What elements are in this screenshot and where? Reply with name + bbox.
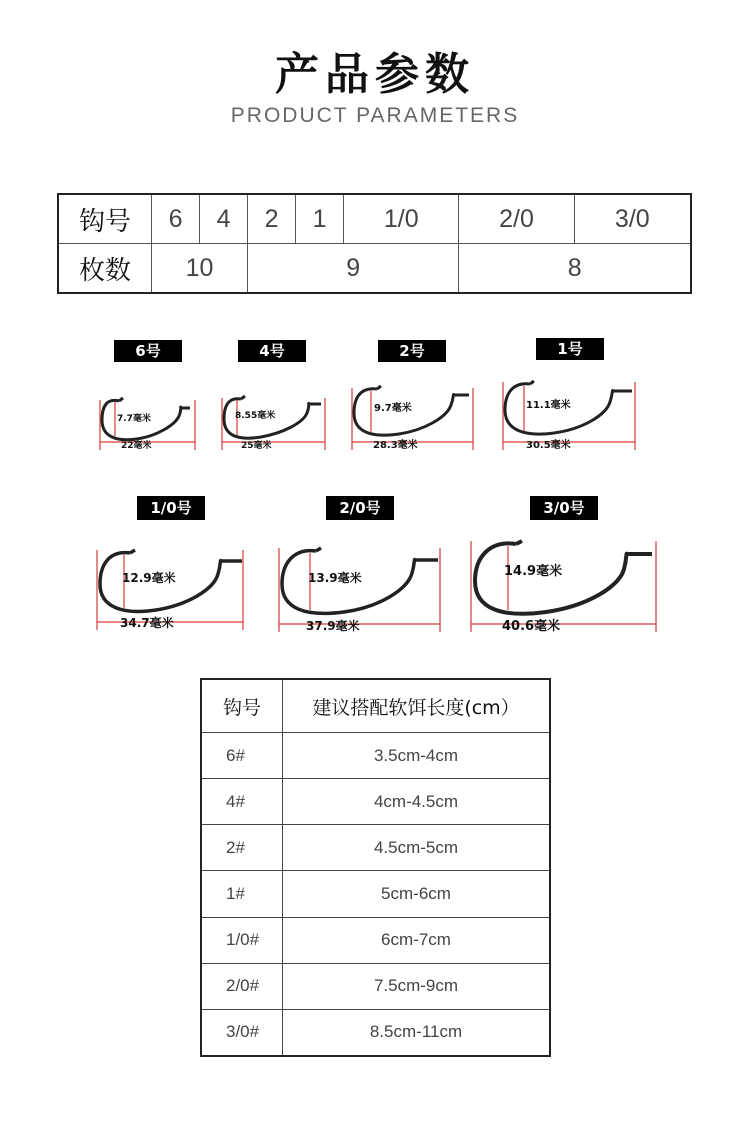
hook-diagram (95, 392, 205, 454)
range-cell: 5cm-6cm (283, 871, 551, 917)
hook-diagram (92, 544, 248, 634)
hook-size-label: 1/0号 (137, 496, 205, 520)
spec-size-cell: 2/0 (459, 194, 574, 244)
hook-length-label: 30.5毫米 (526, 440, 571, 451)
hook-length-label: 37.9毫米 (306, 619, 360, 633)
size-cell: 4# (201, 779, 283, 825)
hook-gap-label: 13.9毫米 (308, 571, 362, 585)
size-cell: 1# (201, 871, 283, 917)
hook-size-label: 2/0号 (326, 496, 394, 520)
spec-size-cell: 4 (200, 194, 248, 244)
bait-suggestion-table (200, 678, 551, 1057)
range-cell: 6cm-7cm (283, 917, 551, 963)
spec-count-cell: 10 (152, 244, 248, 294)
table-row (201, 1009, 550, 1056)
column-header-size: 钩号 (201, 679, 283, 733)
hook-diagram (466, 536, 662, 636)
hook-gap-label: 14.9毫米 (504, 564, 563, 579)
spec-table (57, 193, 692, 294)
table-row (201, 963, 550, 1009)
range-cell: 8.5cm-11cm (283, 1009, 551, 1056)
hook-size-label: 6号 (114, 340, 182, 362)
spec-size-cell: 3/0 (574, 194, 691, 244)
size-cell: 2/0# (201, 963, 283, 1009)
hook-length-label: 22毫米 (121, 441, 152, 451)
hook-size-label: 1号 (536, 338, 604, 360)
hook-gap-label: 11.1毫米 (526, 400, 571, 411)
spec-count-cell: 9 (248, 244, 459, 294)
hook-diagram (274, 542, 446, 636)
table-row (201, 871, 550, 917)
hook-gap-label: 9.7毫米 (374, 403, 412, 414)
range-cell: 4.5cm-5cm (283, 825, 551, 871)
hook-size-label: 3/0号 (530, 496, 598, 520)
hook-size-label: 2号 (378, 340, 446, 362)
spec-size-cell: 1 (296, 194, 344, 244)
spec-row-size (58, 194, 691, 244)
table-row (201, 917, 550, 963)
size-cell: 2# (201, 825, 283, 871)
hook-length-label: 34.7毫米 (120, 616, 174, 630)
spec-size-cell: 1/0 (344, 194, 459, 244)
range-cell: 7.5cm-9cm (283, 963, 551, 1009)
hook-length-label: 25毫米 (241, 441, 272, 451)
hook-length-label: 28.3毫米 (373, 440, 418, 451)
table-row (201, 779, 550, 825)
size-cell: 6# (201, 733, 283, 779)
hook-diagram (347, 380, 477, 454)
hook-length-label: 40.6毫米 (502, 619, 561, 634)
column-header-bait-length: 建议搭配软饵长度(cm） (283, 679, 551, 733)
size-cell: 3/0# (201, 1009, 283, 1056)
page-title: 产品参数 (275, 49, 475, 100)
spec-size-cell: 2 (248, 194, 296, 244)
hook-size-label: 4号 (238, 340, 306, 362)
hook-diagram (498, 376, 640, 454)
table-header-row (201, 679, 550, 733)
spec-row-count (58, 244, 691, 294)
hook-gap-label: 12.9毫米 (122, 571, 176, 585)
spec-row-label-count: 枚数 (58, 244, 152, 294)
hook-gap-label: 7.7毫米 (117, 414, 151, 424)
spec-row-label-size: 钩号 (58, 194, 152, 244)
spec-size-cell: 6 (152, 194, 200, 244)
hook-diagram (217, 390, 329, 454)
page-subtitle: PRODUCT PARAMETERS (230, 104, 520, 127)
table-row (201, 825, 550, 871)
table-row (201, 733, 550, 779)
range-cell: 3.5cm-4cm (283, 733, 551, 779)
range-cell: 4cm-4.5cm (283, 779, 551, 825)
size-cell: 1/0# (201, 917, 283, 963)
spec-count-cell: 8 (459, 244, 691, 294)
hook-gap-label: 8.55毫米 (235, 411, 276, 421)
